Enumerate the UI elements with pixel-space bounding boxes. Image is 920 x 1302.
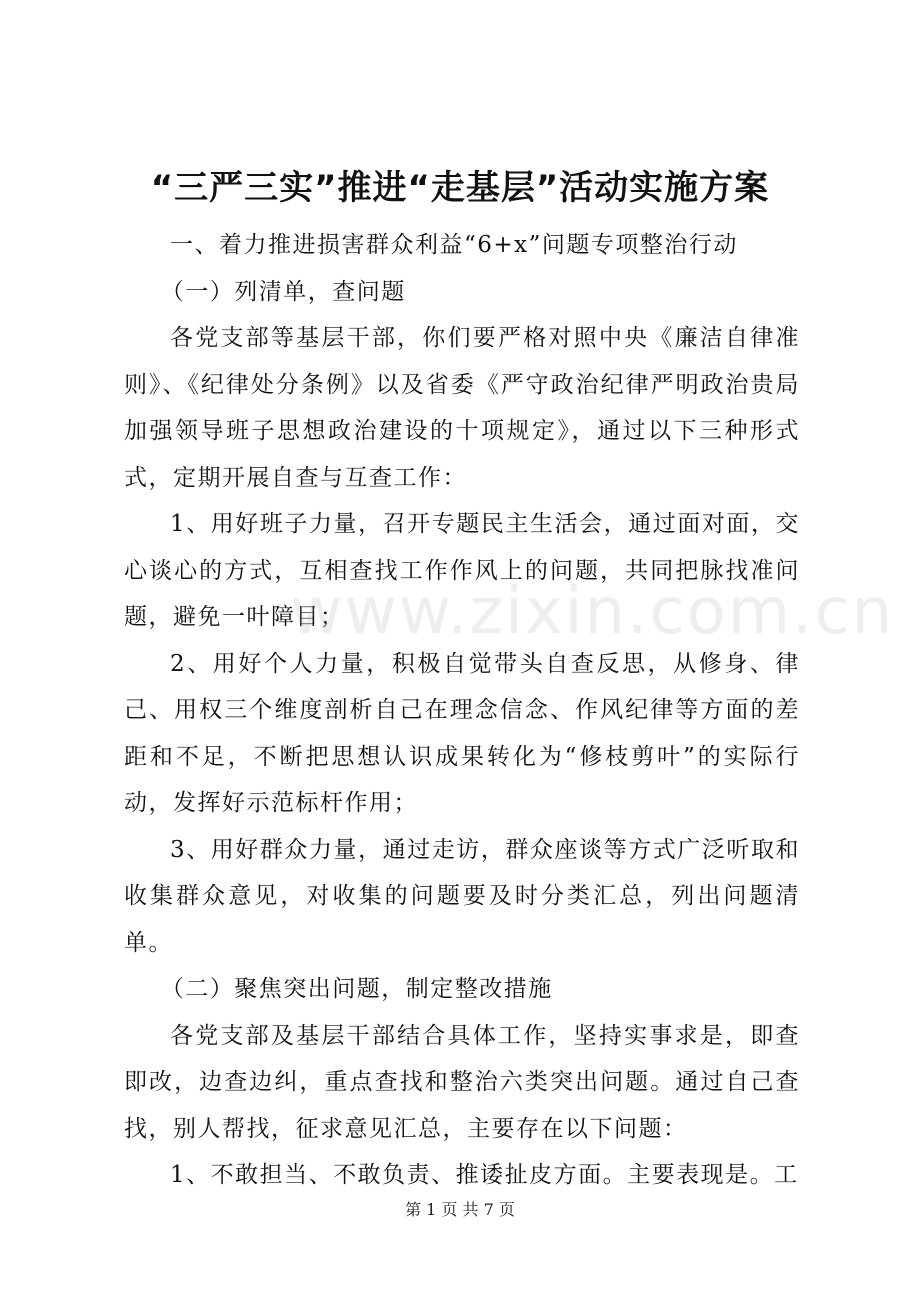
subsection-heading-2: （二）聚焦突出问题，制定整改措施 bbox=[160, 976, 553, 1002]
list-item-1: 1、用好班子力量，召开专题民主生活会，通过面对面，交心谈心的方式，互相查找工作作风上的问题，共同把脉找准问题，避免一叶障目； bbox=[124, 511, 800, 630]
body-paragraph: 各党支部及基层干部结合具体工作，坚持实事求是，即查即改，边查边纠，重点查找和整治六类突出问题。通过自己查找，别人帮找，征求意见汇总，主要存在以下问题： bbox=[124, 1022, 800, 1142]
list-item-3: 3、用好群众力量，通过走访，群众座谈等方式广泛听取和收集群众意见，对收集的问题要及时分类汇总，列出问题清单。 bbox=[124, 836, 800, 956]
body-paragraph: 各党支部等基层干部，你们要严格对照中央《廉洁自律准则》、《纪律处分条例》以及省委《严守政治纪律严明政治贵局加强领导班子思想政治建设的十项规定》，通过以下三种形式式，定期开展自查与互查工作： bbox=[124, 325, 800, 491]
document-title: “三严三实”推进“走基层”活动实施方案 bbox=[150, 168, 770, 208]
subsection-heading-1: （一）列清单，查问题 bbox=[160, 278, 406, 305]
watermark: www.zixin.com.cn bbox=[290, 575, 895, 649]
section-heading-1: 一、着力推进损害群众利益“6+x”问题专项整治行动 bbox=[170, 232, 738, 258]
page-footer: 第 1 页 共 7 页 bbox=[405, 1200, 515, 1219]
list-item-2: 2、用好个人力量，积极自觉带头自查反思，从修身、律己、用权三个维度剖析自己在理念信念、作风纪律等方面的差距和不足，不断把思想认识成果转化为“修枝剪叶”的实际行动，发挥好示范标杆作用； bbox=[124, 650, 800, 816]
list-item-4: 1、不敢担当、不敢负责、推诿扯皮方面。主要表现是。工 bbox=[170, 1162, 799, 1188]
document-body bbox=[124, 222, 800, 1199]
